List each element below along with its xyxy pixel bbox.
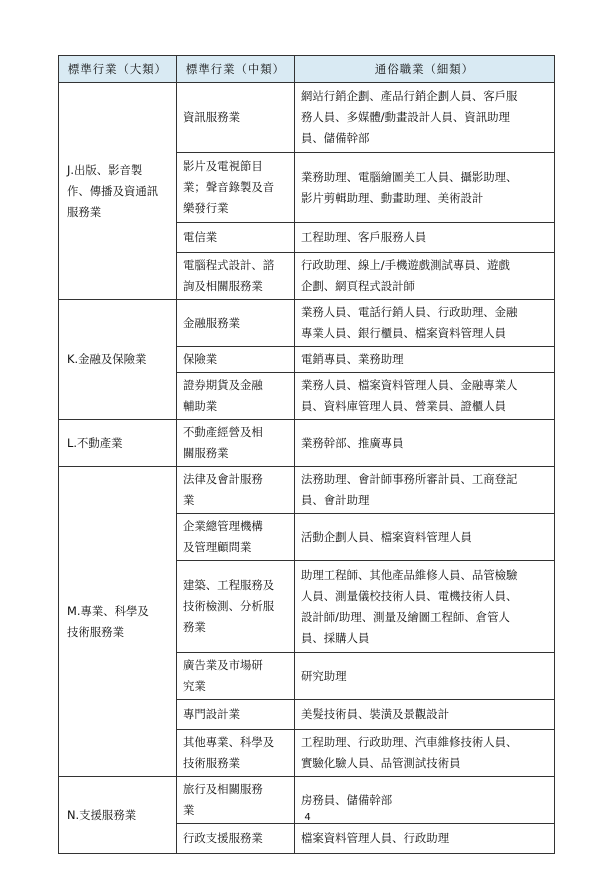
occupation-cell [295,420,555,467]
mid-category-line: 電信業 [183,230,218,244]
mid-category-cell [177,300,295,347]
occupation-line: 實驗化驗人員、品管測試技術員 [301,756,461,770]
mid-category-cell [177,824,295,854]
header-mid-category: 標準行業（中類） [177,56,295,83]
page-number: 4 [304,812,311,823]
occupation-line: 網站行銷企劃、產品行銷企劃人員、客戶服 [301,89,518,103]
table-row [59,467,555,514]
occupation-line: 電銷專員、業務助理 [301,352,404,366]
major-category-cell [59,467,177,777]
major-category-line: J.出版、影音製 [67,162,143,177]
mid-category-line: 金融服務業 [183,315,240,330]
mid-category-line: 旅行及相關服務 [183,782,263,796]
mid-category-line: 務業 [183,620,206,634]
mid-category-cell [177,373,295,420]
occupation-line: 員、儲備幹部 [301,131,370,145]
table-row [59,420,555,467]
occupation-cell [295,730,555,777]
occupation-line: 工程助理、客戶服務人員 [301,230,427,244]
mid-category-line: 電腦程式設計、諮 [183,258,275,272]
occupation-cell [295,223,555,253]
mid-category-cell [177,730,295,777]
mid-category-cell [177,83,295,153]
mid-category-line: 樂發行業 [183,201,229,215]
mid-category-line: 保險業 [183,352,218,366]
header-occupation: 通俗職業（細類） [295,56,555,83]
mid-category-line: 技術檢測、分析服 [183,599,275,613]
mid-category-line: 資訊服務業 [183,110,240,124]
mid-category-line: 不動產經營及相 [183,425,263,439]
occupation-line: 活動企劃人員、檔案資料管理人員 [301,529,472,544]
occupation-line: 行政助理、線上/手機遊戲測試專員、遊戲 [301,258,510,272]
occupation-line: 研究助理 [301,668,347,683]
table-header-row [59,56,555,83]
major-category-cell [59,300,177,420]
mid-category-line: 其他專業、科學及 [183,735,275,749]
occupation-cell [295,373,555,420]
major-category-cell [59,83,177,300]
major-category-line: 技術服務業 [67,624,124,639]
occupation-table [58,55,555,854]
mid-category-line: 專門設計業 [183,707,240,721]
mid-category-cell [177,253,295,300]
table-body [59,83,555,854]
occupation-line: 業務助理、電腦繪圖美工人員、攝影助理、 [301,169,518,184]
occupation-cell [295,153,555,223]
mid-category-line: 究業 [183,679,206,693]
occupation-line: 員、資料庫管理人員、營業員、證櫃人員 [301,399,507,413]
mid-category-line: 業 [183,493,195,507]
mid-category-cell [177,223,295,253]
mid-category-line: 廣告業及市場研 [183,658,263,672]
mid-category-line: 業 [183,803,195,817]
mid-category-line: 業；聲音錄製及音 [183,180,275,194]
occupation-line: 員、會計助理 [301,493,370,507]
major-category-line: 服務業 [67,204,102,219]
table-row [59,300,555,347]
occupation-cell [295,83,555,153]
occupation-cell [295,347,555,373]
occupation-cell [295,824,555,854]
mid-category-line: 詢及相關服務業 [183,279,263,293]
major-category-line: N.支援服務業 [67,807,137,822]
mid-category-line: 證券期貨及金融 [183,378,263,392]
occupation-table-container [58,55,554,854]
mid-category-line: 及管理顧問業 [183,540,252,554]
occupation-cell [295,700,555,730]
mid-category-line: 建築、工程服務及 [183,578,275,592]
occupation-line: 設計師/助理、測量及繪圖工程師、倉管人 [301,609,510,624]
occupation-line: 業務幹部、推廣專員 [301,435,404,450]
occupation-line: 工程助理、行政助理、汽車維修技術人員、 [301,735,518,749]
occupation-line: 務人員、多媒體/動畫設計人員、資訊助理 [301,110,510,124]
occupation-line: 影片剪輯助理、動畫助理、美術設計 [301,190,484,205]
occupation-line: 員、採購人員 [301,630,370,645]
mid-category-line: 企業總管理機構 [183,519,263,533]
mid-category-cell [177,653,295,700]
mid-category-line: 法律及會計服務 [183,472,263,486]
occupation-cell [295,514,555,561]
occupation-line: 業務人員、檔案資料管理人員、金融專業人 [301,378,518,392]
major-category-line: M.專業、科學及 [67,603,149,618]
mid-category-cell [177,514,295,561]
mid-category-cell [177,420,295,467]
mid-category-line: 技術服務業 [183,756,240,770]
occupation-cell [295,300,555,347]
occupation-line: 助理工程師、其他產品維修人員、品管檢驗 [301,567,518,582]
occupation-line: 房務員、儲備幹部 [301,792,393,807]
occupation-line: 企劃、網頁程式設計師 [301,279,415,293]
occupation-cell [295,467,555,514]
occupation-line: 人員、測量儀校技術人員、電機技術人員、 [301,588,518,603]
major-category-line: K.金融及保險業 [67,352,147,366]
mid-category-cell [177,700,295,730]
table-row [59,83,555,153]
occupation-line: 檔案資料管理人員、行政助理 [301,831,450,845]
occupation-cell [295,561,555,653]
occupation-line: 美髮技術員、裝潢及景觀設計 [301,707,450,721]
mid-category-line: 影片及電視節目 [183,159,263,173]
occupation-cell [295,653,555,700]
occupation-line: 業務人員、電話行銷人員、行政助理、金融 [301,305,518,319]
major-category-line: L.不動產業 [67,435,123,450]
major-category-cell [59,420,177,467]
mid-category-line: 行政支援服務業 [183,831,263,845]
occupation-line: 法務助理、會計師事務所審計員、工商登記 [301,472,518,486]
mid-category-line: 輔助業 [183,399,218,413]
mid-category-cell [177,347,295,373]
mid-category-cell [177,561,295,653]
major-category-line: 作、傳播及資通訊 [67,183,159,198]
occupation-line: 專業人員、銀行櫃員、檔案資料管理人員 [301,326,507,340]
mid-category-cell [177,467,295,514]
header-major-category: 標準行業（大類） [59,56,177,83]
mid-category-line: 關服務業 [183,446,229,460]
mid-category-cell [177,153,295,223]
occupation-cell [295,253,555,300]
